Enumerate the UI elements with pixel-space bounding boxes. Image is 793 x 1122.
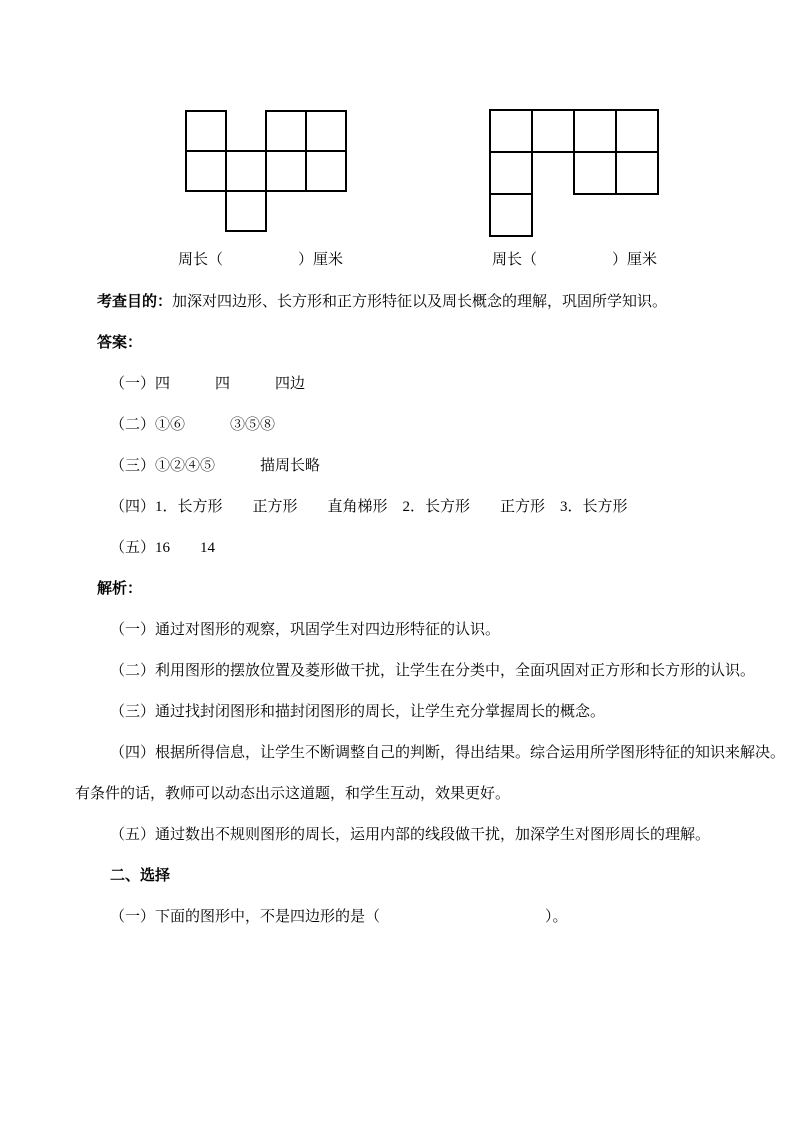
purpose-paragraph	[75, 282, 753, 323]
right-figure-caption: 周长（ ）厘米	[492, 252, 658, 268]
answer-item-2: （二）①⑥ ③⑤⑧	[110, 417, 276, 433]
section2-title-text: 二、选择	[110, 868, 171, 884]
document-body	[75, 282, 786, 938]
answers-label: 答案：	[97, 335, 143, 351]
analysis-item-5: （五）通过数出不规则图形的周长，运用内部的线段做干扰，加深学生对图形周长的理解。	[110, 827, 711, 843]
analysis-item-4: （四）根据所得信息，让学生不断调整自己的判断，得出结果。综合运用所学图形特征的知识来解决。	[110, 745, 786, 761]
answers-heading	[75, 323, 753, 364]
answer-item-4: （四）1．长方形 正方形 直角梯形 2．长方形 正方形 3．长方形	[110, 499, 628, 515]
right-grid-figure	[489, 109, 659, 237]
analysis-item-2: （二）利用图形的摆放位置及菱形做干扰，让学生在分类中，全面巩固对正方形和长方形的认识。	[110, 663, 756, 679]
answer-item-5: （五）16 14	[110, 540, 216, 556]
answer-item-1: （一）四 四 四边	[110, 376, 306, 392]
analysis-heading	[75, 569, 753, 610]
left-grid-figure	[185, 110, 347, 232]
purpose-label: 考查目的：	[97, 294, 173, 310]
analysis-item-1: （一）通过对图形的观察，巩固学生对四边形特征的认识。	[110, 622, 501, 638]
answer-item-3: （三）①②④⑤ 描周长略	[110, 458, 321, 474]
section2-title	[75, 856, 753, 897]
left-figure-caption: 周长（ ）厘米	[178, 252, 344, 268]
analysis-label: 解析：	[97, 581, 143, 597]
analysis-item-3: （三）通过找封闭图形和描封闭图形的周长，让学生充分掌握周长的概念。	[110, 704, 606, 720]
purpose-text: 加深对四边形、长方形和正方形特征以及周长概念的理解，巩固所学知识。	[172, 294, 668, 310]
question-1: （一）下面的图形中，不是四边形的是（ ）。	[110, 909, 568, 925]
analysis-item-4-continuation: 有条件的话，教师可以动态出示这道题，和学生互动，效果更好。	[75, 786, 511, 802]
